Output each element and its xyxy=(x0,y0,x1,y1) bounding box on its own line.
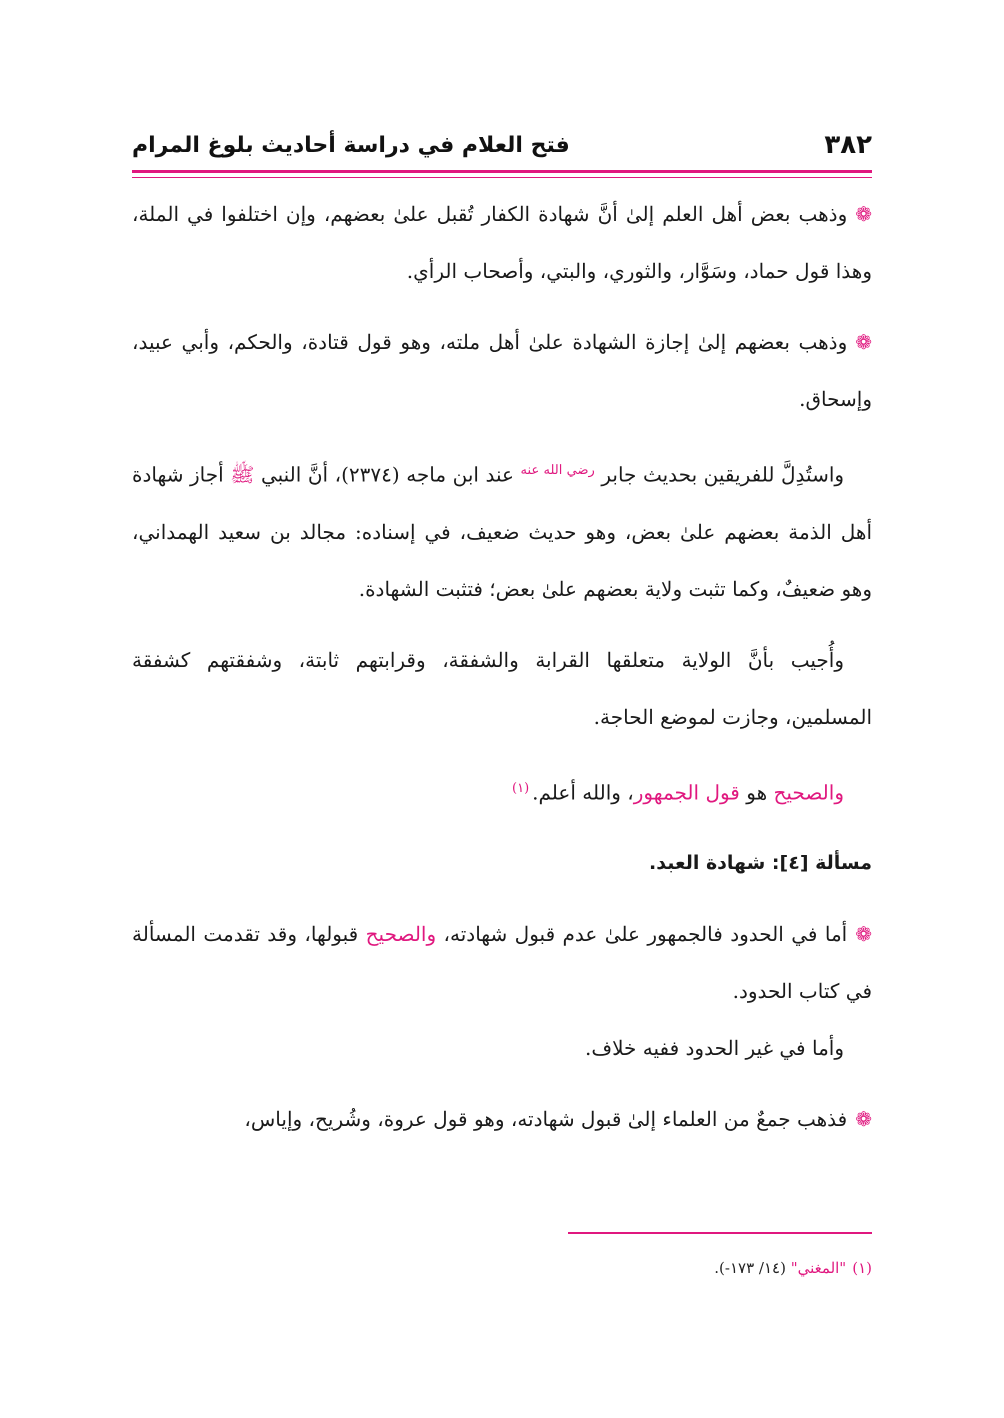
footnote-ref: (١٤/ ١٧٣-). xyxy=(714,1259,786,1277)
paragraph-5 xyxy=(132,760,872,822)
issue-heading xyxy=(132,835,872,892)
flower-icon: ❁ xyxy=(855,1107,872,1132)
header-rule-thick xyxy=(132,170,872,173)
paragraph-5-end: ، والله أعلم. xyxy=(532,780,634,805)
paragraph-4-text: وأُجيب بأنَّ الولاية متعلقها القرابة والشفقة، وقرابتهم ثابتة، وشفقتهم كشفقة المسلمين، وجازت لموضع الحاجة. xyxy=(132,647,872,729)
paragraph-6-text-b: قبولها، وقد تقدمت المسألة في كتاب الحدود. xyxy=(132,922,872,1004)
flower-icon: ❁ xyxy=(855,330,872,354)
footnote xyxy=(400,1256,872,1280)
paragraph-6-text-a: أما في الحدود فالجمهور علىٰ عدم قبول شهادته، xyxy=(443,922,848,947)
paragraph-3-text-b: عند ابن ماجه (٢٣٧٤)، أنَّ النبي xyxy=(260,462,514,487)
paragraph-1 xyxy=(132,186,872,300)
issue-title: شهادة العبد. xyxy=(649,852,766,875)
paragraph-2-text: وذهب بعضهم إلىٰ إجازة الشهادة علىٰ أهل ملته، وهو قول قتادة، والحكم، وأبي عبيد، وإسحاق. xyxy=(132,330,872,411)
header-rule-thin xyxy=(132,177,872,178)
running-title: فتح العلام في دراسة أحاديث بلوغ المرام xyxy=(132,132,570,158)
flower-icon: ❁ xyxy=(855,922,872,947)
page-number: ٣٨٢ xyxy=(824,130,872,160)
paragraph-7-text: وأما في غير الحدود ففيه خلاف. xyxy=(584,1036,844,1061)
paragraph-5-mid: هو xyxy=(746,780,768,805)
footnote-source: "المغني" xyxy=(790,1259,847,1277)
salawat-ligature: ﷺ xyxy=(230,462,255,487)
flower-icon: ❁ xyxy=(855,202,872,226)
page-body xyxy=(132,186,872,1162)
issue-label: مسألة [٤]: xyxy=(771,852,872,875)
radiallahu-anhu-ligature: رضي الله عنه xyxy=(520,463,595,478)
paragraph-6 xyxy=(132,906,872,1020)
sahih-label: والصحيح xyxy=(773,780,844,805)
page-header xyxy=(132,128,872,162)
jumhur-label: قول الجمهور xyxy=(633,780,740,805)
paragraph-3 xyxy=(132,442,872,618)
paragraph-1-text: وذهب بعض أهل العلم إلىٰ أنَّ شهادة الكفار تُقبل علىٰ بعضهم، وإن اختلفوا في الملة، وهذا قول حماد، وسَوَّار، والثوري، والبتي، وأصحاب الرأي. xyxy=(132,202,872,283)
footnote-marker: (١) xyxy=(852,1259,872,1277)
paragraph-8-text: فذهب جمعٌ من العلماء إلىٰ قبول شهادته، وهو قول عروة، وشُريح، وإياس، xyxy=(244,1107,848,1132)
paragraph-3-text-c: أجاز شهادة أهل الذمة بعضهم علىٰ بعض، وهو حديث ضعيف، في إسناده: مجالد بن سعيد الهمداني، وهو ضعيفٌ، وكما تثبت ولاية بعضهم علىٰ بعض؛ فتثبت الشهادة. xyxy=(132,462,872,601)
footnote-reference[interactable]: (١) xyxy=(512,780,530,796)
paragraph-4 xyxy=(132,632,872,746)
paragraph-2 xyxy=(132,314,872,428)
paragraph-3-text-a: واستُدِلَّ للفريقين بحديث جابر xyxy=(601,462,845,487)
paragraph-8 xyxy=(132,1091,872,1148)
footnote-separator xyxy=(568,1232,872,1234)
sahih-label: والصحيح xyxy=(365,922,437,947)
paragraph-7 xyxy=(132,1020,872,1077)
